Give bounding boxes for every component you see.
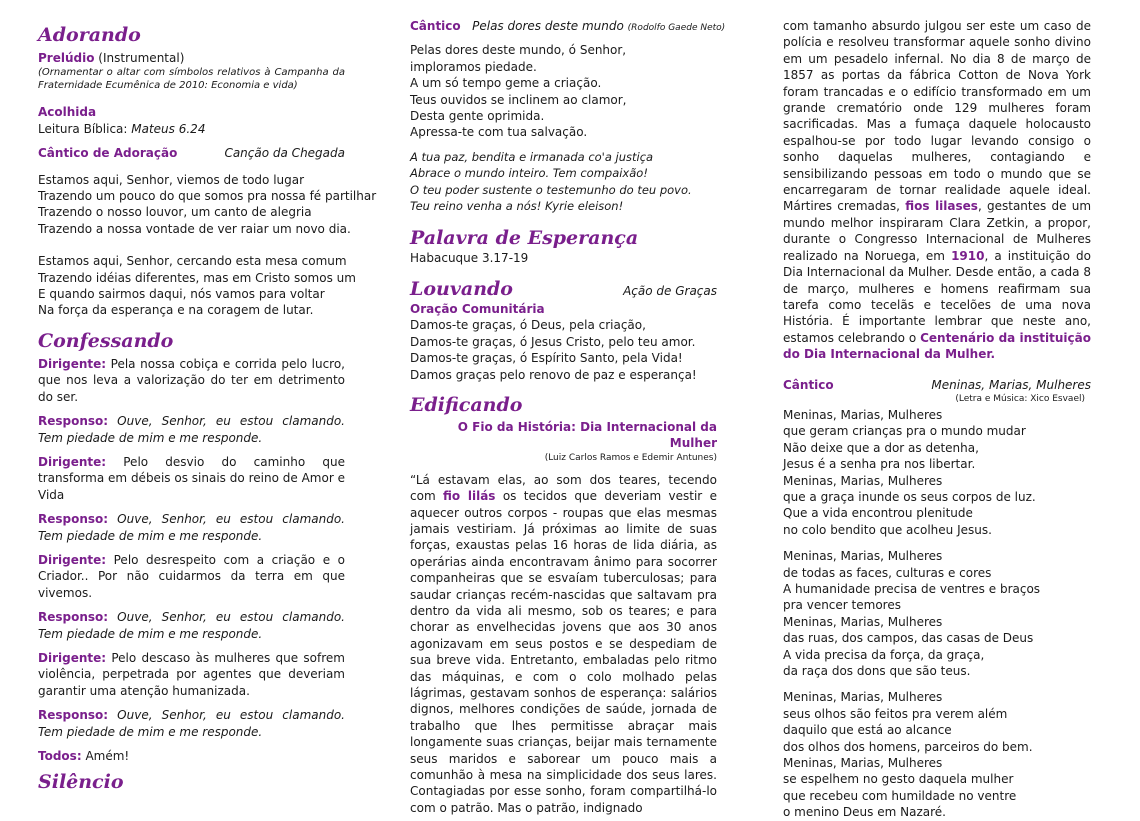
litany-responso-3 [38,609,345,642]
lyric-line: A tua paz, bendita e irmanada co'a justiça [410,149,654,164]
lyric-line: da raça dos dons que são teus. [783,664,971,679]
centenario-highlight: Centenário da instituição do Dia Internacional da Mulher. [783,330,1091,362]
preludio-label: Prelúdio [38,51,95,65]
lyric-line: Meninas, Marias, Mulheres [783,549,943,564]
responso-label: Responso: [38,708,109,723]
louvando-sub: Ação de Graças [623,283,717,298]
responso-text: Ouve, Senhor, eu estou clamando. Tem piedade de mim e me responde. [38,512,345,543]
louvando-header [410,277,717,301]
palavra-ref: Habacuque 3.17-19 [410,251,529,266]
cantico-author: (Letra e Música: Xico Esvael) [955,393,1085,404]
fio-text [410,472,717,817]
lyric-line: Abrace o mundo inteiro. Tem compaixão! [410,166,648,181]
song-stanza-1 [783,407,1091,538]
lyric-line: Meninas, Marias, Mulheres [783,407,943,422]
cantico-label: Cântico [410,19,461,33]
dirigente-text: Pela nossa cobiça e corrida pelo lucro, que nos leva a valorização do ter em detrimento do ser. [38,356,345,404]
dirigente-text: Pelo desvio do caminho que transforma em débeis os sinais do reino de Amor e Vida [38,454,345,502]
responso-label: Responso: [38,414,109,429]
responso-text: Ouve, Senhor, eu estou clamando. Tem piedade de mim e me responde. [38,414,345,445]
litany-dirigente-2 [38,454,345,503]
lyric-line: Estamos aqui, Senhor, cercando esta mesa comum [38,254,347,269]
year-highlight: 1910 [951,248,985,263]
lyric-line: o menino Deus em Nazaré. [783,805,946,820]
lyric-line: que recebeu com humildade no ventre [783,788,1017,803]
dirigente-label: Dirigente: [38,454,107,469]
section-title-confessando: Confessando [38,329,174,352]
lyric-line: Desta gente oprimida. [410,109,545,124]
preludio-desc: (Instrumental) [98,51,185,65]
section-title-adorando: Adorando [38,24,141,46]
historia-text-part: com tamanho absurdo julgou ser este um caso de polícia e resolveu transformar aquele sonho divino em um pesadelo infernal. No dia 8 de março de 1857 as portas da fábrica Cotton de Nova York foram trancadas e o edifício transformado em um grande crematório onde 129 mulheres foram sacrificadas. Mas a fumaça daquele holocausto espalhou-se por todo lugar levando consigo o sonho daquelas mulheres, contagiando e sensibilizando pessoas em todo o mundo que se encarregaram de tornar realidade aquele ideal. Mártires cremadas, [783,19,1091,214]
responso-label: Responso: [38,610,109,625]
lyric-line: Teu reino venha a nós! Kyrie eleison! [410,199,624,214]
lyric-line: das ruas, dos campos, das casas de Deus [783,631,1034,646]
song-stanza-1 [38,172,377,238]
historia-text-part: , a instituição do Dia Internacional da Mulher. Desde então, a cada 8 de março, mulheres e homens reafirmam sua tarefa como tecelãs e tecelões de uma nova História. É importante lembrar que neste ano, estamos celebrando o [783,248,1091,345]
dirigente-label: Dirigente: [38,650,107,665]
prayer-line: Damos-te graças, ó Espírito Santo, pela Vida! [410,351,683,366]
song-verse [410,42,717,140]
oracao-label: Oração Comunitária [410,301,545,316]
song-stanza-3 [783,689,1091,820]
section-title-louvando: Louvando [410,277,513,300]
lyric-line: O teu poder sustente o testemunho do teu povo. [410,182,692,197]
leitura-line [38,121,345,137]
prayer-line: Damos-te graças, ó Deus, pela criação, [410,318,646,333]
cantico-title: Pelas dores deste mundo [472,19,624,33]
responso-text: Ouve, Senhor, eu estou clamando. Tem piedade de mim e me responde. [38,610,345,641]
lyric-line: Trazendo o nosso louvor, um canto de alegria [38,205,312,220]
lyric-line: imploramos piedade. [410,59,537,74]
lyric-line: se espelhem no gesto daquela mulher [783,772,1014,787]
oracao-lines [410,317,717,383]
lyric-line: dos olhos dos homens, parceiros do bem. [783,739,1033,754]
cantico-adoracao-header [38,145,345,161]
litany-responso-4 [38,707,345,740]
section-title-edificando: Edificando [410,393,523,416]
lyric-line: A vida precisa da força, da graça, [783,647,985,662]
lyric-line: Que a vida encontrou plenitude [783,506,973,521]
responso-label: Responso: [38,512,109,527]
lyric-line: Trazendo idéias diferentes, mas em Cristo somos um [38,270,356,285]
lyric-line: A um só tempo geme a criação. [410,76,602,91]
preludio-line [38,50,345,66]
lyric-line: Não deixe que a dor as detenha, [783,440,979,455]
prayer-line: Damos-te graças, ó Jesus Cristo, pelo teu amor. [410,334,696,349]
cantico-header [410,18,726,34]
litany-dirigente-3 [38,552,345,601]
responso-text: Ouve, Senhor, eu estou clamando. Tem piedade de mim e me responde. [38,708,345,739]
song-stanza-2 [783,548,1091,679]
lyric-line: Meninas, Marias, Mulheres [783,614,943,629]
lyric-line: que a graça inunde os seus corpos de luz. [783,489,1036,504]
prayer-line: Damos graças pelo renovo de paz e esperança! [410,367,697,382]
section-title-palavra: Palavra de Esperança [410,227,639,250]
lyric-line: que geram crianças pra o mundo mudar [783,424,1026,439]
cantico-adoracao-title: Canção da Chegada [224,146,345,161]
cantico-adoracao-label: Cântico de Adoração [38,146,178,161]
acolhida-label: Acolhida [38,105,97,120]
lyric-line: no colo bendito que acolheu Jesus. [783,522,992,537]
leitura-prefix: Leitura Bíblica: [38,121,132,136]
litany-responso-1 [38,413,345,446]
column-right [783,18,1091,821]
lyric-line: A humanidade precisa de ventres e braços [783,582,1041,596]
lyric-line: Teus ouvidos se inclinem ao clamor, [410,92,627,107]
fio-text-part: “Lá estavam elas, ao som dos teares, tecendo com [410,472,717,504]
todos-label: Todos: [38,749,82,763]
historia-text [783,18,1091,363]
historia-text-part: , gestantes de um mundo melhor inspiraram Clara Zetkin, a propor, durante o Congresso Internacional de Mulheres realizado na Noruega, em [783,199,1092,263]
lyric-line: pra vencer temores [783,598,901,613]
cantico-header [783,377,1091,393]
todos-text: Amém! [85,749,130,763]
song-refrain [410,149,717,215]
dirigente-label: Dirigente: [38,356,107,371]
cantico-author: (Rodolfo Gaede Neto) [627,23,726,33]
litany-dirigente-4 [38,650,345,699]
fio-title: O Fio da História: Dia Internacional da Mulher [457,419,717,451]
lyric-line: E quando sairmos daqui, nós vamos para voltar [38,287,325,302]
lyric-line: daquilo que está ao alcance [783,723,952,738]
lyric-line: Pelas dores deste mundo, ó Senhor, [410,43,627,58]
lyric-line: Estamos aqui, Senhor, viemos de todo lugar [38,172,305,187]
lyric-line: Meninas, Marias, Mulheres [783,690,943,705]
fio-text-part: os tecidos que deveriam vestir e aquecer outros corpos - roupas que elas mesmas jamais vestiriam. Já próximas ao limite de suas forças, exaustas pelas 16 horas de lida diária, as operárias ainda encontravam ânimo para socorrer companheiras que se esvaíam tuberculosas; para saudar crianças recém-nascidas que saltavam pra dentro da vida ali mesmo, sob os teares; e para chorar as envelhecidas jovens que aos 30 anos agonizavam em seus postos e se despediam de sua breve vida. Entretanto, embaladas pelo ritmo das máquinas, e com o colo molhado pelas lágrimas, gestavam sonhos de esperança: salários dignos, melhores condições de saúde, jornada de trabalho que lhes permitisse abraçar mais longamente suas crianças, beijar mais ternamente seus maridos e saborear um pouco mais a comunhão à mesa na simplicidade dos seus lares. Contagiadas por esse sonho, foram compartilhá-lo com o patrão. Mas o patrão, indignado [410,489,717,815]
cantico-label: Cântico [783,377,834,392]
dirigente-text: Pelo descaso às mulheres que sofrem violência, perpetrada por agentes que deveriam garantir uma atenção humanizada. [38,650,345,698]
leitura-ref: Mateus 6.24 [131,121,206,136]
column-left [38,18,377,794]
preludio-note: (Ornamentar o altar com símbolos relativos à Campanha da Fraternidade Ecumênica de 2010: Economia e vida) [38,67,345,92]
column-middle [410,18,726,816]
lyric-line: Jesus é a senha pra nos libertar. [783,457,976,472]
litany-responso-2 [38,511,345,544]
lyric-line: Meninas, Marias, Mulheres [783,756,943,771]
song-stanza-2 [38,253,356,319]
fio-lilas-highlight: fio lilás [443,489,496,504]
lyric-line: Trazendo a nossa vontade de ver raiar um novo dia. [38,221,351,236]
lyric-line: Trazendo um pouco do que somos pra nossa fé partilhar [38,189,377,204]
fios-lilases-highlight: fios lilases [905,199,978,214]
lyric-line: Apressa-te com tua salvação. [410,125,588,140]
todos-line [38,748,345,764]
lyric-line: Na força da esperança e na coragem de lutar. [38,303,314,318]
cantico-title: Meninas, Marias, Mulheres [931,377,1091,392]
dirigente-text: Pelo desrespeito com a criação e o Criador.. Por não cuidarmos da terra em que vivemos. [38,552,345,600]
lyric-line: seus olhos são feitos pra verem além [783,706,1008,721]
litany-dirigente-1 [38,356,345,405]
section-title-silencio: Silêncio [38,771,124,794]
dirigente-label: Dirigente: [38,552,107,567]
lyric-line: Meninas, Marias, Mulheres [783,473,943,488]
lyric-line: de todas as faces, culturas e cores [783,565,992,580]
fio-authors: (Luiz Carlos Ramos e Edemir Antunes) [544,452,717,463]
